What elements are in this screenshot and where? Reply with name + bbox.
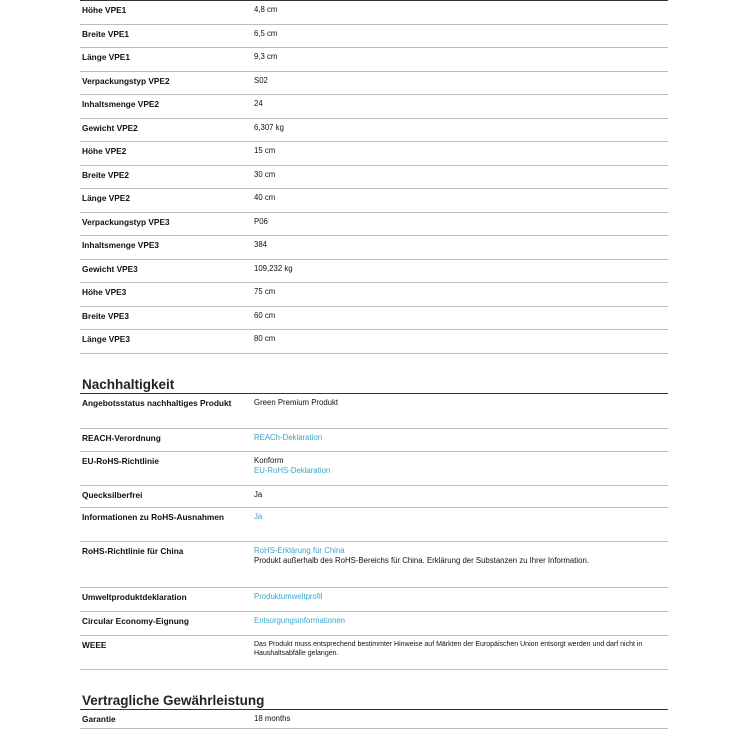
row-label: Angebotsstatus nachhaltiges Produkt [82, 397, 232, 408]
table-row [80, 0, 668, 24]
row-value: 6,307 kg [254, 122, 284, 132]
row-label: Breite VPE2 [82, 169, 130, 180]
row-value: Das Produkt muss entsprechend bestimmter Hinweise auf Märkten der Europäischen Union entsorgt werden und darf nicht in Haushaltsabfälle gelangen. [254, 641, 643, 657]
china-rohs-text: Produkt außerhalb des RoHS-Bereichs für China. Erklärung der Substanzen zu Ihrer Information. [254, 556, 589, 565]
table-row [80, 709, 668, 729]
row-value: 109,232 kg [254, 263, 293, 273]
row-value: 80 cm [254, 334, 276, 343]
row-label: Quecksilberfrei [82, 490, 143, 500]
reach-declaration-link[interactable]: REACh-Deklaration [254, 432, 323, 442]
row-value: 30 cm [254, 169, 276, 179]
product-environmental-profile-link[interactable]: Produktumweltprofil [254, 592, 323, 601]
row-value: 60 cm [254, 310, 276, 320]
row-label: Höhe VPE2 [82, 146, 127, 156]
china-rohs-link[interactable]: RoHS-Erklärung für China [254, 546, 345, 555]
row-label: Länge VPE1 [82, 52, 130, 62]
table-row [80, 485, 668, 507]
packaging-table [80, 0, 668, 353]
row-label: Verpackungstyp VPE3 [82, 216, 170, 227]
table-row [80, 141, 668, 165]
table-row [80, 451, 668, 485]
table-row [80, 47, 668, 71]
row-value: 384 [254, 240, 268, 249]
row-value: 9,3 cm [254, 52, 278, 61]
row-value [254, 452, 668, 485]
sustainability-table [80, 393, 668, 670]
row-value: 75 cm [254, 287, 276, 296]
row-label: Länge VPE2 [82, 193, 130, 203]
row-label: Circular Economy-Eignung [82, 616, 189, 626]
table-row [80, 587, 668, 611]
rohs-exemptions-link[interactable]: Ja [254, 512, 263, 521]
row-label: Gewicht VPE2 [82, 122, 138, 133]
section-title-sustainability: Nachhaltigkeit [82, 376, 175, 392]
row-value: 6,5 cm [254, 28, 278, 38]
row-value: 4,8 cm [254, 5, 278, 14]
table-row [80, 507, 668, 541]
row-label: Länge VPE3 [82, 334, 130, 344]
row-label: RoHS-Richtlinie für China [82, 546, 184, 556]
table-row [80, 259, 668, 283]
eu-rohs-declaration-link[interactable]: EU-RoHS-Deklaration [254, 466, 331, 475]
table-row [80, 94, 668, 118]
row-value [254, 542, 668, 587]
row-label: Inhaltsmenge VPE2 [82, 99, 160, 109]
row-label: Informationen zu RoHS-Ausnahmen [82, 512, 224, 522]
row-label: WEEE [82, 640, 107, 650]
table-row [80, 165, 668, 189]
table-row [80, 24, 668, 48]
table-row [80, 235, 668, 259]
row-label: Höhe VPE3 [82, 287, 127, 297]
section-title-warranty: Vertragliche Gewährleistung [82, 693, 265, 708]
table-row [80, 393, 668, 428]
row-value [254, 588, 668, 611]
row-label: EU-RoHS-Richtlinie [82, 456, 159, 466]
table-row [80, 282, 668, 306]
row-value [254, 508, 668, 541]
table-row [80, 635, 668, 669]
row-label: Höhe VPE1 [82, 5, 127, 15]
row-label: Garantie [82, 714, 116, 724]
row-label: Umweltproduktdeklaration [82, 592, 187, 602]
table-row [80, 611, 668, 635]
row-label: Gewicht VPE3 [82, 263, 138, 274]
section-divider [80, 353, 668, 377]
table-row [80, 306, 668, 330]
row-value: 15 cm [254, 146, 276, 155]
row-label: Inhaltsmenge VPE3 [82, 240, 160, 250]
row-label: Verpackungstyp VPE2 [82, 75, 170, 86]
table-row [80, 428, 668, 452]
section-divider [80, 669, 668, 693]
row-label: Breite VPE1 [82, 28, 130, 39]
row-value [254, 612, 668, 635]
row-value: 40 cm [254, 193, 276, 202]
row-value: Green Premium Produkt [254, 397, 339, 407]
warranty-table [80, 709, 668, 729]
row-value: 24 [254, 99, 263, 108]
row-value: 18 months [254, 714, 291, 723]
row-value [254, 429, 668, 452]
row-value: Ja [254, 490, 263, 499]
rohs-status: Konform [254, 456, 284, 465]
table-row [80, 71, 668, 95]
disposal-information-link[interactable]: Entsorgungsinformationen [254, 616, 346, 625]
row-label: Breite VPE3 [82, 310, 130, 321]
table-row [80, 118, 668, 142]
table-row [80, 188, 668, 212]
table-row [80, 541, 668, 587]
row-value: P06 [254, 216, 268, 226]
table-row [80, 212, 668, 236]
row-value: S02 [254, 75, 268, 85]
table-row [80, 329, 668, 353]
product-spec-sheet [80, 0, 668, 729]
row-label: REACH-Verordnung [82, 432, 161, 443]
